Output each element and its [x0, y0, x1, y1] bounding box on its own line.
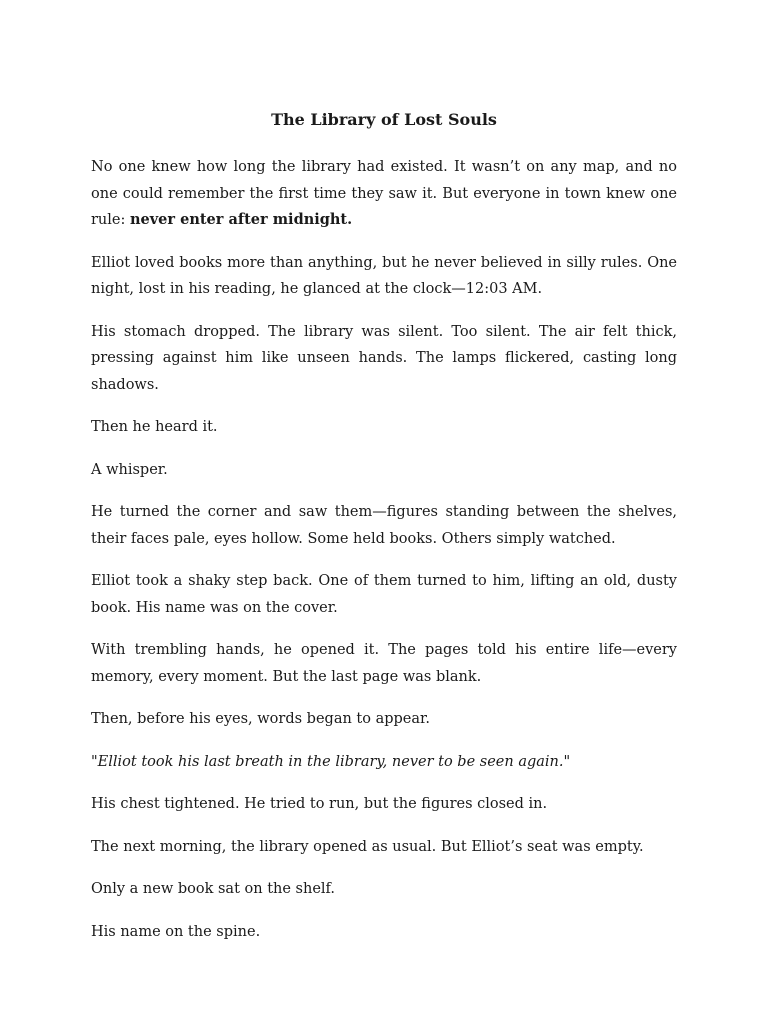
paragraph-6: He turned the corner and saw them—figures standing between the shelves, their faces pale, eyes hollow. Some held books. Others simply watched.: [91, 504, 677, 547]
paragraph-4: Then he heard it.: [91, 419, 218, 435]
paragraph-7: Elliot took a shaky step back. One of them turned to him, lifting an old, dusty book. His name was on the cover.: [91, 573, 677, 616]
paragraph-9: Then, before his eyes, words began to appear.: [91, 711, 430, 727]
paragraph-13: Only a new book sat on the shelf.: [91, 881, 336, 897]
paragraph-10-quote: "Elliot took his last breath in the library, never to be seen again.": [91, 753, 571, 770]
paragraph-12: The next morning, the library opened as usual. But Elliot’s seat was empty.: [91, 838, 644, 855]
paragraph-1: [91, 154, 677, 234]
page-title: The Library of Lost Souls: [271, 110, 497, 129]
paragraph-8: With trembling hands, he opened it. The pages told his entire life—every memory, every moment. But the last page was blank.: [91, 642, 677, 685]
paragraph-14: His name on the spine.: [91, 923, 261, 940]
paragraph-1-rule: never enter after midnight.: [129, 211, 353, 228]
paragraph-1-text: No one knew how long the library had existed. It wasn’t on any map, and no one could remember the first time they saw it. But everyone in town knew one rule:: [91, 159, 677, 228]
paragraph-5: A whisper.: [91, 461, 168, 478]
paragraph-2: Elliot loved books more than anything, but he never believed in silly rules. One night, lost in his reading, he glanced at the clock—12:03 AM.: [91, 254, 677, 297]
paragraph-3: His stomach dropped. The library was silent. Too silent. The air felt thick, pressing against him like unseen hands. The lamps flickered, casting long shadows.: [91, 323, 677, 393]
paragraph-11: His chest tightened. He tried to run, but the figures closed in.: [91, 796, 548, 812]
